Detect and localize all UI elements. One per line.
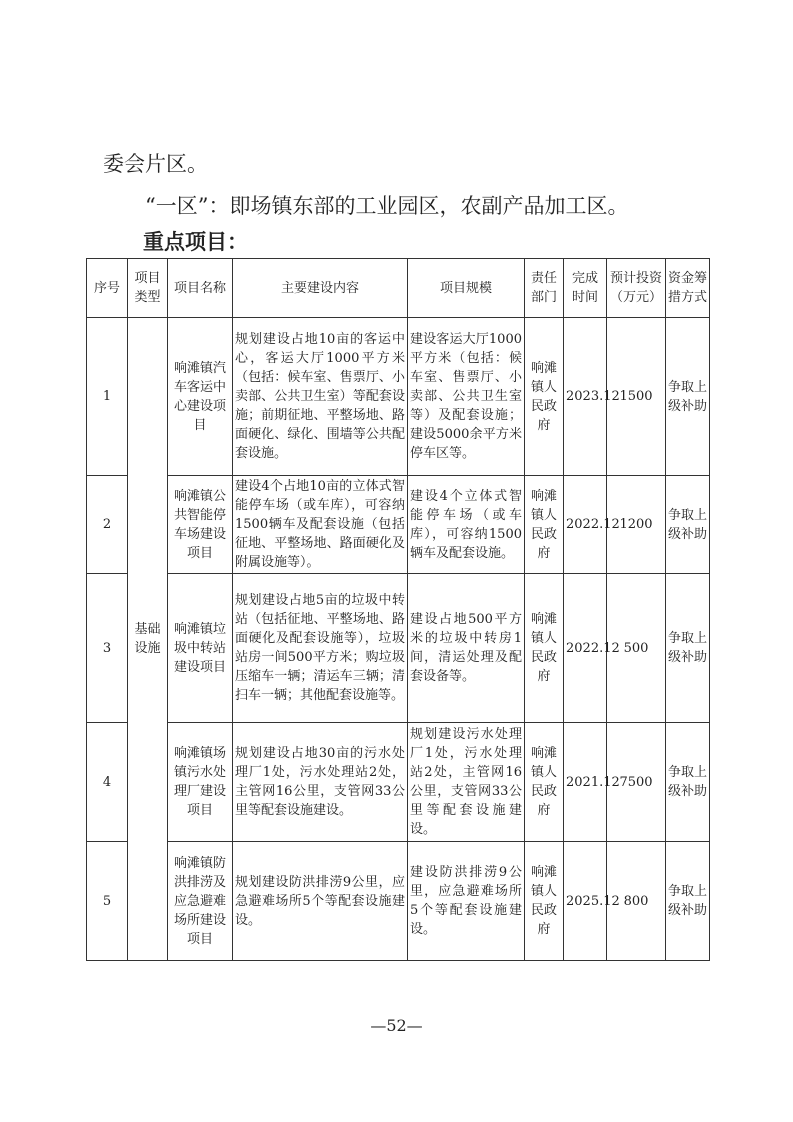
project-scale: 建设防洪排涝9公里，应急避难场所5个等配套设施建设。 [408, 842, 525, 961]
main-content: 建设4个占地10亩的立体式智能停车场（或车库），可容纳1500辆车及配套设施（包括征地、平整场地、路面硬化及附属设施等）。 [233, 476, 408, 574]
completion-time: 2022.12 [564, 574, 607, 723]
header-content: 主要建设内容 [233, 259, 408, 318]
table-row [87, 842, 710, 961]
project-scale: 建设4个立体式智能停车场（或车库），可容纳1500辆车及配套设施。 [408, 476, 525, 574]
header-no: 序号 [87, 259, 128, 318]
table-row [87, 723, 710, 842]
estimated-investment: 500 [607, 574, 666, 723]
responsible-dept: 响滩镇人民政府 [525, 476, 564, 574]
main-content: 规划建设防洪排涝9公里，应急避难场所5个等配套设施建设。 [233, 842, 408, 961]
section-heading: 重点项目： [143, 229, 248, 254]
project-name: 响滩镇公共智能停车场建设项目 [168, 476, 233, 574]
completion-time: 2023.12 [564, 318, 607, 476]
table-row [87, 476, 710, 574]
estimated-investment: 1200 [607, 476, 666, 574]
page-number: —52— [370, 1016, 423, 1035]
funding-method: 争取上级补助 [666, 574, 710, 723]
project-type: 基础设施 [128, 318, 168, 961]
project-name: 响滩镇汽车客运中心建设项目 [168, 318, 233, 476]
header-fund: 资金筹措方式 [666, 259, 710, 318]
row-number: 3 [87, 574, 128, 723]
estimated-investment: 7500 [607, 723, 666, 842]
main-content: 规划建设占地30亩的污水处理厂1处，污水处理站2处，主管网16公里，支管网33公里等配套设施建设。 [233, 723, 408, 842]
row-number: 4 [87, 723, 128, 842]
responsible-dept: 响滩镇人民政府 [525, 318, 564, 476]
estimated-investment: 800 [607, 842, 666, 961]
header-scale: 项目规模 [408, 259, 525, 318]
responsible-dept: 响滩镇人民政府 [525, 574, 564, 723]
project-scale: 建设占地500平方米的垃圾中转房1间，清运处理及配套设备等。 [408, 574, 525, 723]
completion-time: 2022.12 [564, 476, 607, 574]
table-row [87, 574, 710, 723]
responsible-dept: 响滩镇人民政府 [525, 723, 564, 842]
row-number: 1 [87, 318, 128, 476]
funding-method: 争取上级补助 [666, 318, 710, 476]
completion-time: 2021.12 [564, 723, 607, 842]
row-number: 5 [87, 842, 128, 961]
project-name: 响滩镇场镇污水处理厂建设项目 [168, 723, 233, 842]
project-name: 响滩镇防洪排涝及应急避难场所建设项目 [168, 842, 233, 961]
header-invest: 预计投资（万元） [607, 259, 666, 318]
project-scale: 规划建设污水处理厂1处，污水处理站2处，主管网16公里，支管网33公里等配套设施建设。 [408, 723, 525, 842]
funding-method: 争取上级补助 [666, 476, 710, 574]
header-time: 完成时间 [564, 259, 607, 318]
project-scale: 建设客运大厅1000平方米（包括：候车室、售票厅、小卖部、公共卫生室等）及配套设施；建设5000余平方米停车区等。 [408, 318, 525, 476]
table-header-row [87, 259, 710, 318]
header-name: 项目名称 [168, 259, 233, 318]
row-number: 2 [87, 476, 128, 574]
key-projects-table [86, 258, 710, 961]
funding-method: 争取上级补助 [666, 842, 710, 961]
project-name: 响滩镇垃圾中转站建设项目 [168, 574, 233, 723]
header-dept: 责任部门 [525, 259, 564, 318]
paragraph-line-2: “一区”：即场镇东部的工业园区，农副产品加工区。 [145, 194, 629, 218]
table-row [87, 318, 710, 476]
estimated-investment: 1500 [607, 318, 666, 476]
main-content: 规划建设占地10亩的客运中心，客运大厅1000平方米（包括：候车室、售票厅、小卖部、公共卫生室）等配套设施；前期征地、平整场地、路面硬化、绿化、围墙等公共配套设施。 [233, 318, 408, 476]
funding-method: 争取上级补助 [666, 723, 710, 842]
header-type: 项目类型 [128, 259, 168, 318]
completion-time: 2025.12 [564, 842, 607, 961]
paragraph-line-1: 委会片区。 [103, 152, 208, 176]
responsible-dept: 响滩镇人民政府 [525, 842, 564, 961]
main-content: 规划建设占地5亩的垃圾中转站（包括征地、平整场地、路面硬化及配套设施等），垃圾站房一间500平方米；购垃圾压缩车一辆；清运车三辆；清扫车一辆；其他配套设施等。 [233, 574, 408, 723]
